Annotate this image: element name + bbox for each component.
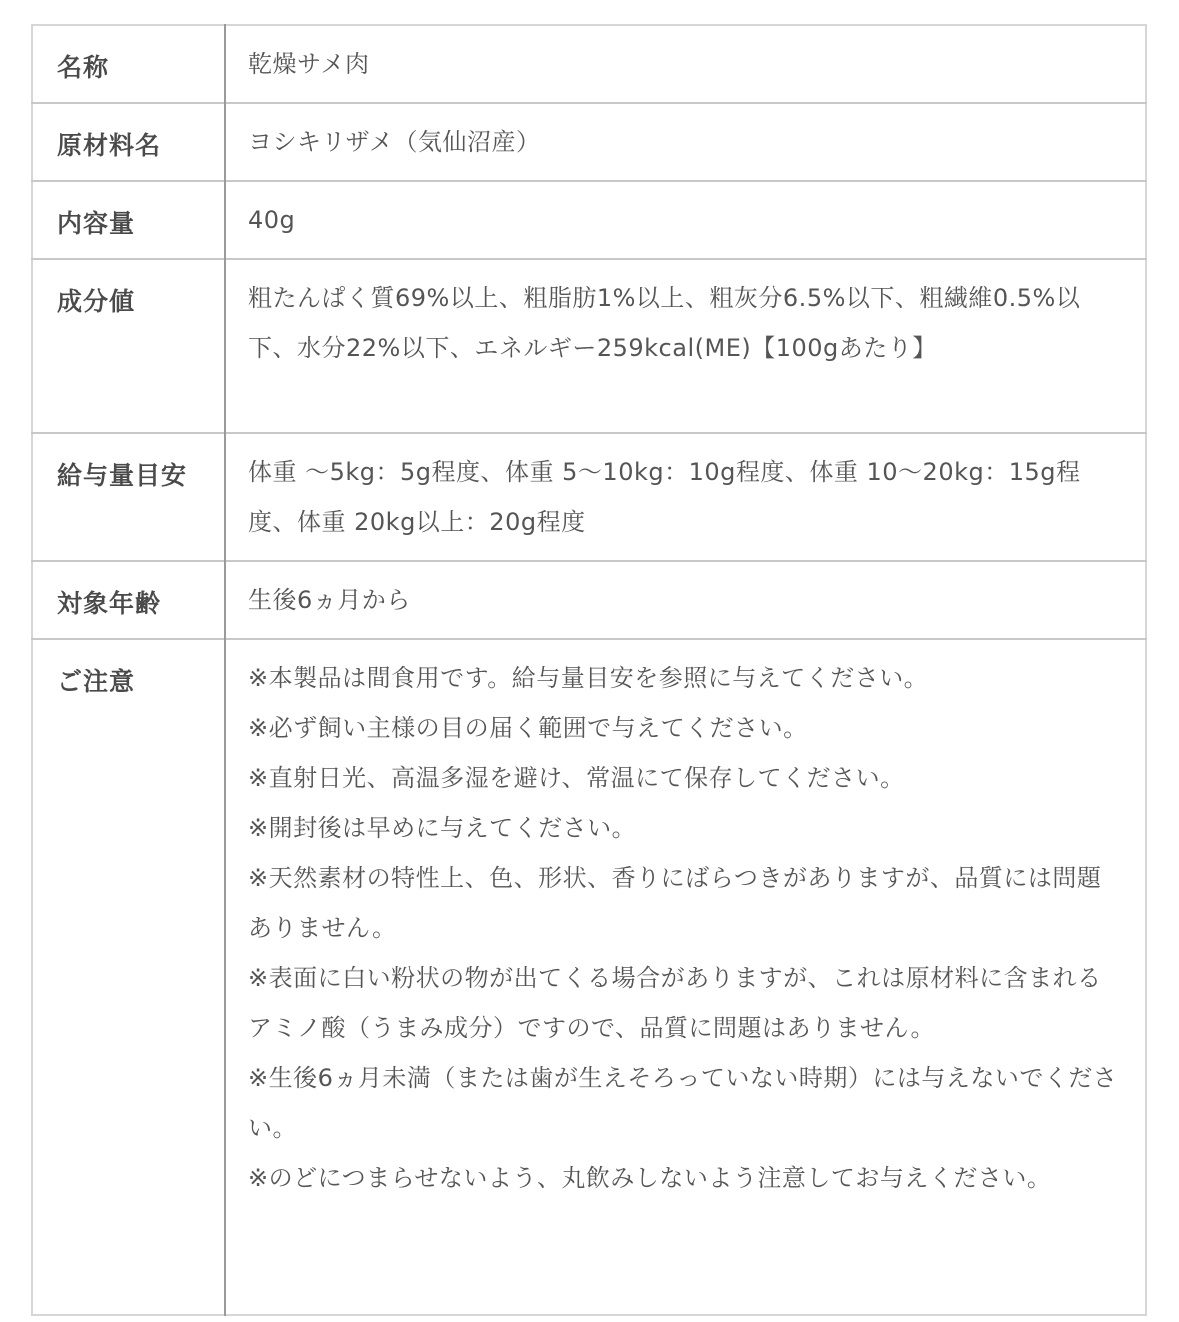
caution-item: ※直射日光、高温多湿を避け、常温にて保存してください。 — [248, 764, 905, 792]
cautions-list — [225, 639, 1146, 1315]
row-label: ご注意 — [32, 639, 225, 1315]
table-row-name — [32, 25, 1146, 103]
table-row-contents — [32, 181, 1146, 259]
caution-item: ※本製品は間食用です。給与量目安を参照に与えてください。 — [248, 664, 929, 692]
row-label: 対象年齢 — [32, 561, 225, 639]
row-value: 乾燥サメ肉 — [248, 50, 370, 78]
table-row-feeding-guide — [32, 433, 1146, 561]
caution-item: ※生後6ヵ月未満（または歯が生えそろっていない時期）には与えないでください。 — [248, 1064, 1118, 1142]
caution-item: ※必ず飼い主様の目の届く範囲で与えてください。 — [248, 714, 808, 742]
caution-item: ※開封後は早めに与えてください。 — [248, 814, 637, 842]
row-value: 体重 〜5kg：5g程度、体重 5〜10kg：10g程度、体重 10〜20kg：15g程度、体重 20kg以上：20g程度 — [225, 433, 1146, 561]
row-label: 内容量 — [32, 181, 225, 259]
caution-item: ※天然素材の特性上、色、形状、香りにばらつきがありますが、品質には問題ありません。 — [248, 864, 1102, 942]
row-value: 生後6ヵ月から — [225, 561, 1146, 639]
table-row-target-age — [32, 561, 1146, 639]
row-value: 40g — [225, 181, 1146, 259]
row-label: 給与量目安 — [32, 433, 225, 561]
row-label: 名称 — [32, 25, 225, 103]
row-label: 成分値 — [32, 259, 225, 433]
caution-item: ※表面に白い粉状の物が出てくる場合がありますが、これは原材料に含まれるアミノ酸（うまみ成分）ですので、品質に問題はありません。 — [248, 964, 1102, 1042]
row-value: 粗たんぱく質69%以上、粗脂肪1%以上、粗灰分6.5%以下、粗繊維0.5%以下、水分22%以下、エネルギー259kcal(ME)【100gあたり】 — [225, 259, 1146, 433]
product-spec-table — [31, 24, 1147, 1316]
caution-item: ※のどにつまらせないよう、丸飲みしないよう注意してお与えください。 — [248, 1164, 1052, 1192]
row-label: 原材料名 — [32, 103, 225, 181]
table-row-ingredients — [32, 103, 1146, 181]
row-value: ヨシキリザメ（気仙沼産） — [225, 103, 1146, 181]
table-row-nutrition — [32, 259, 1146, 433]
table-row-cautions — [32, 639, 1146, 1315]
